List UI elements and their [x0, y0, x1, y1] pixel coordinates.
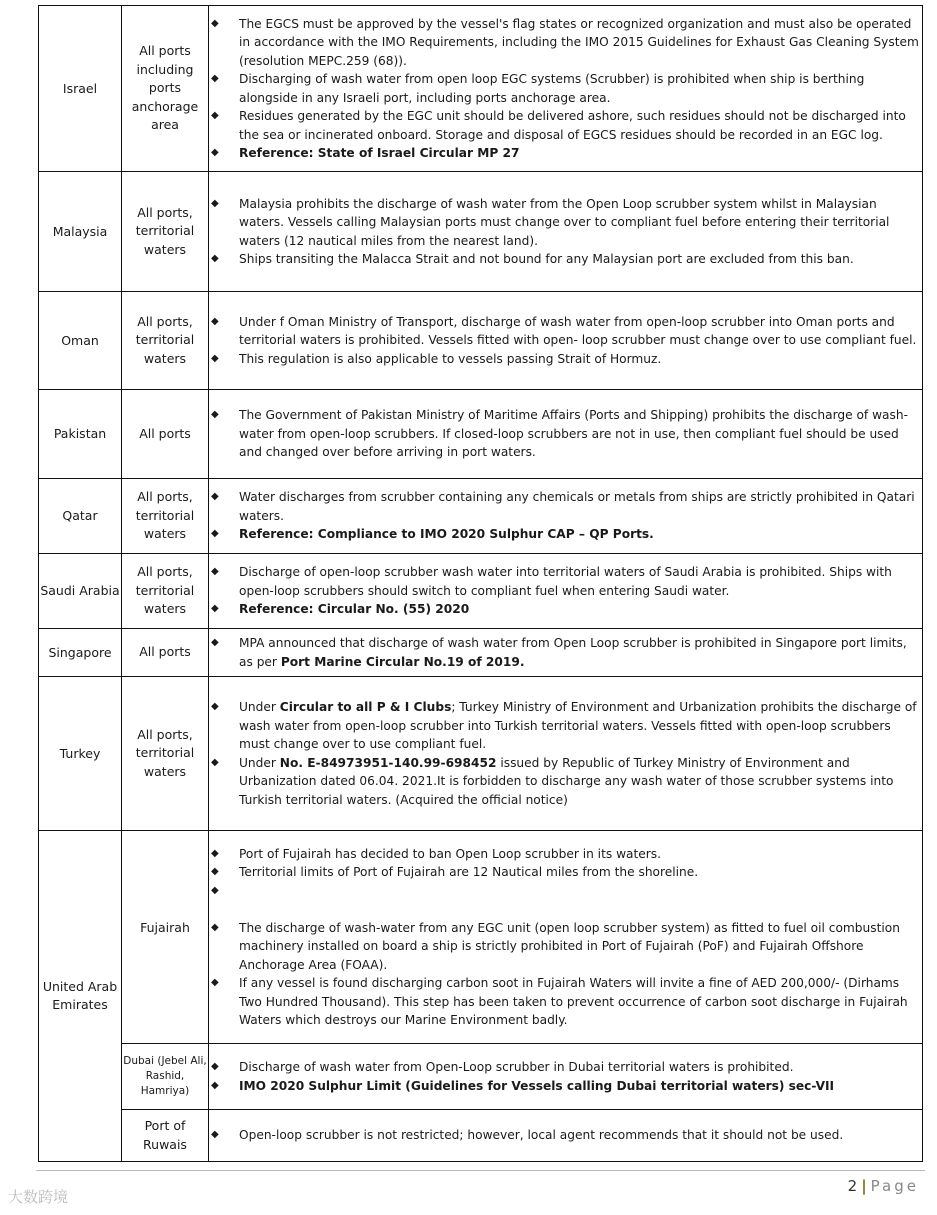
scope-cell: Port of Ruwais — [122, 1110, 209, 1162]
bullet-list — [209, 698, 922, 809]
bullet-list — [209, 634, 922, 671]
country-cell: Pakistan — [39, 390, 122, 479]
bullet-item: ◆ Under f Oman Ministry of Transport, discharge of wash water from open-loop scrubber into Oman ports and territorial waters is prohibited. Vessels fitted with open- loop scrubber must change over to use compliant fuel. — [209, 313, 922, 350]
bullet-item: ◆ Malaysia prohibits the discharge of wash water from the Open Loop scrubber system whilst in Malaysian waters. Vessels calling Malaysian ports must change over to compliant fuel before entering their territorial waters (12 nautical miles from the nearest land). — [209, 195, 922, 251]
notes-cell — [209, 6, 923, 172]
notes-cell — [209, 677, 923, 831]
bullet-item: ◆ The discharge of wash-water from any EGC unit (open loop scrubber system) as fitted to fuel oil combustion machinery installed on board a ship is strictly prohibited in Port of Fujairah (PoF) and Fujairah Offshore Anchorage Area (FOAA). — [209, 919, 922, 975]
bullet-item: ◆ The EGCS must be approved by the vessel's flag states or recognized organization and must also be operated in accordance with the IMO Requirements, including the IMO 2015 Guidelines for Exhaust Gas Cleaning System (resolution MEPC.259 (68)). — [209, 15, 922, 71]
reference-item: ◆ IMO 2020 Sulphur Limit (Guidelines for Vessels calling Dubai territorial waters) sec-VII — [209, 1077, 922, 1096]
table-row-turkey — [39, 677, 923, 831]
bullet-list — [209, 15, 922, 163]
table-row-uae-ruwais — [39, 1110, 923, 1162]
bullet-item: ◆ Discharging of wash water from open loop EGC systems (Scrubber) is prohibited when ship is berthing alongside in any Israeli port, including ports anchorage area. — [209, 70, 922, 107]
country-cell: Israel — [39, 6, 122, 172]
bullet-list — [209, 488, 922, 544]
reference-item: ◆ Reference: Circular No. (55) 2020 — [209, 600, 922, 619]
scope-cell: All ports, territorial waters — [122, 677, 209, 831]
table-row-saudi-arabia — [39, 554, 923, 629]
table-row-singapore — [39, 629, 923, 677]
bullet-item: ◆ Open-loop scrubber is not restricted; however, local agent recommends that it should not be used. — [209, 1126, 922, 1145]
watermark: 大数跨境 — [8, 1188, 69, 1206]
bullet-text: ; Turkey Ministry of Environment and Urbanization prohibits the discharge of wash water from open-loop scrubber into Turkish territorial waters. Vessels fitted with open-loop scrubbers must change over to use compliant fuel. — [239, 700, 917, 751]
table-row-oman — [39, 292, 923, 390]
regulations-table — [38, 5, 923, 1162]
notes-cell — [209, 1044, 923, 1110]
scope-cell: All ports, territorial waters — [122, 172, 209, 292]
bullet-item: ◆ Water discharges from scrubber containing any chemicals or metals from ships are strictly prohibited in Qatari waters. — [209, 488, 922, 525]
notes-cell — [209, 554, 923, 629]
notice-number: No. E-84973951-140.99-698452 — [279, 755, 497, 770]
country-cell: Oman — [39, 292, 122, 390]
country-cell: United Arab Emirates — [39, 831, 122, 1162]
notes-cell — [209, 479, 923, 554]
bullet-item: ◆ Discharge of wash water from Open-Loop scrubber in Dubai territorial waters is prohibited. — [209, 1058, 922, 1077]
bullet-item: ◆ If any vessel is found discharging carbon soot in Fujairah Waters will invite a fine of AED 200,000/- (Dirhams Two Hundred Thousand). This step has been taken to prevent occurrence of carbon soot discharge in Fujairah Waters which destroys our Marine Environment badly. — [209, 974, 922, 1030]
page-number-value: 2 — [847, 1177, 858, 1195]
table-row-uae-fujairah — [39, 831, 923, 1044]
bullet-list — [209, 195, 922, 269]
bullet-list — [209, 313, 922, 369]
table-row-malaysia — [39, 172, 923, 292]
bullet-text: Under — [239, 755, 276, 770]
table-row-pakistan — [39, 390, 923, 479]
footer-divider — [36, 1170, 925, 1171]
bullet-item: ◆ The Government of Pakistan Ministry of Maritime Affairs (Ports and Shipping) prohibits the discharge of wash-water from open-loop scrubbers. If closed-loop scrubbers are not in use, then compliant fuel should be used and changed over before arriving in port waters. — [209, 406, 922, 462]
page-separator: | — [861, 1177, 867, 1195]
bullet-text: Under — [239, 700, 276, 714]
bullet-item — [209, 698, 922, 754]
bullet-list — [209, 406, 922, 462]
reference-item: ◆ Reference: Compliance to IMO 2020 Sulphur CAP – QP Ports. — [209, 525, 922, 544]
bullet-item — [209, 634, 922, 671]
scope-cell: Dubai (Jebel Ali, Rashid, Hamriya) — [122, 1044, 209, 1110]
circular-reference: Port Marine Circular No.19 of 2019. — [280, 654, 525, 669]
scope-cell: All ports including ports anchorage area — [122, 6, 209, 172]
bullet-item: ◆ Territorial limits of Port of Fujairah are 12 Nautical miles from the shoreline. — [209, 863, 922, 882]
page-label: Page — [870, 1177, 919, 1195]
notes-cell — [209, 390, 923, 479]
scope-cell: All ports — [122, 629, 209, 677]
notes-cell — [209, 831, 923, 1044]
notes-cell — [209, 172, 923, 292]
country-cell: Malaysia — [39, 172, 122, 292]
spacer — [209, 882, 922, 919]
scope-cell: All ports, territorial waters — [122, 292, 209, 390]
table-row-israel — [39, 6, 923, 172]
notes-cell — [209, 292, 923, 390]
country-cell: Qatar — [39, 479, 122, 554]
bullet-item: ◆ Ships transiting the Malacca Strait and not bound for any Malaysian port are excluded from this ban. — [209, 250, 922, 269]
bullet-item: ◆ Residues generated by the EGC unit should be delivered ashore, such residues should not be discharged into the sea or incinerated onboard. Storage and disposal of EGCS residues should be recorded in an EGC log. — [209, 107, 922, 144]
bullet-item — [209, 754, 922, 810]
page-number — [848, 1177, 919, 1195]
bullet-list — [209, 1058, 922, 1095]
bullet-text: issued by Republic of Turkey Ministry of Environment and Urbanization dated 06.04. 2021.It is forbidden to discharge any wash water of those scrubber systems into Turkish territorial waters. (Acquired the official notice) — [239, 755, 894, 807]
country-cell: Turkey — [39, 677, 122, 831]
circular-reference: Circular to all P & I Clubs — [279, 700, 452, 714]
notes-cell — [209, 1110, 923, 1162]
bullet-item: ◆ Port of Fujairah has decided to ban Open Loop scrubber in its waters. — [209, 845, 922, 864]
scope-cell: Fujairah — [122, 831, 209, 1044]
country-cell: Saudi Arabia — [39, 554, 122, 629]
scope-cell: All ports — [122, 390, 209, 479]
bullet-item: ◆ This regulation is also applicable to vessels passing Strait of Hormuz. — [209, 350, 922, 369]
bullet-item: ◆ Discharge of open-loop scrubber wash water into territorial waters of Saudi Arabia is prohibited. Ships with open-loop scrubbers should switch to compliant fuel when entering Saudi water. — [209, 563, 922, 600]
bullet-list — [209, 563, 922, 619]
bullet-list — [209, 1126, 922, 1145]
notes-cell — [209, 629, 923, 677]
bullet-list — [209, 845, 922, 1030]
table-row-qatar — [39, 479, 923, 554]
country-cell: Singapore — [39, 629, 122, 677]
scope-cell: All ports, territorial waters — [122, 554, 209, 629]
table-row-uae-dubai — [39, 1044, 923, 1110]
bullet-text: MPA announced that discharge of wash water from Open Loop scrubber is prohibited in Singapore port limits, as per — [239, 636, 907, 669]
scope-cell: All ports, territorial waters — [122, 479, 209, 554]
reference-item: ◆ Reference: State of Israel Circular MP 27 — [209, 144, 922, 163]
